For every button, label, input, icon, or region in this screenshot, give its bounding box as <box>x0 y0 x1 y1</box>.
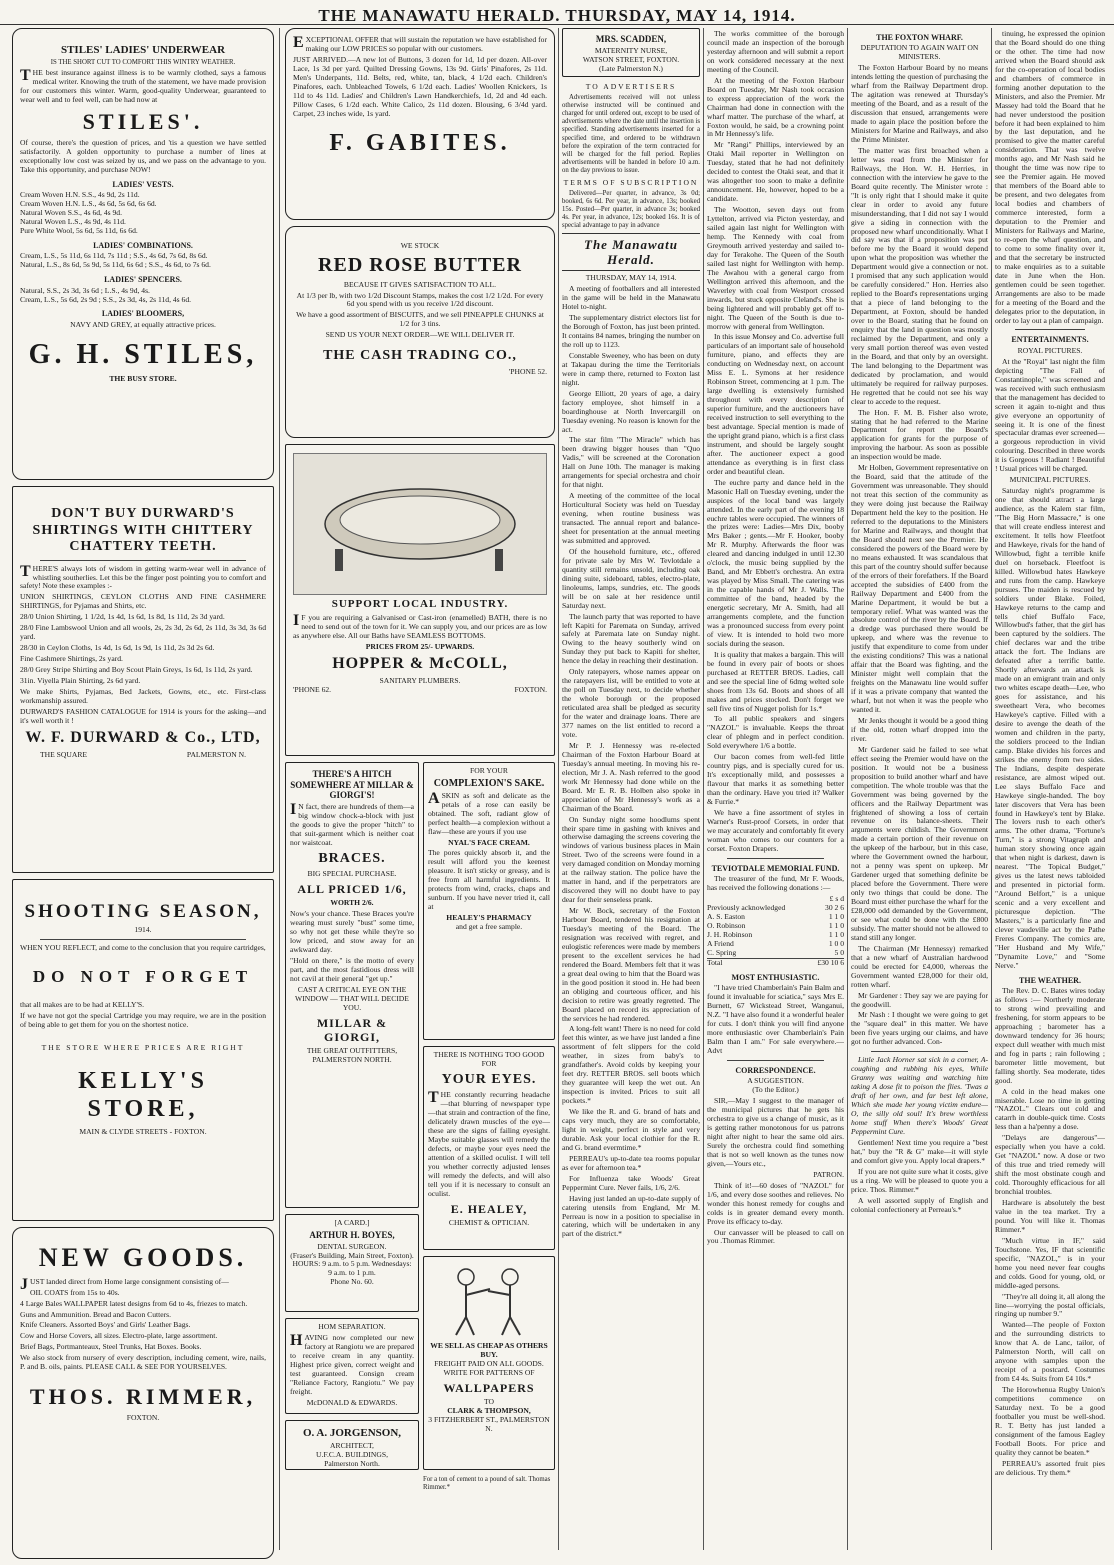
boyes-hours: HOURS: 9 a.m. to 5 p.m. Wednesdays: 9 a.m. to 1 p.m. <box>292 1259 412 1278</box>
fund-amount: 30 2 6 <box>825 903 844 913</box>
perreau-advert: A well assorted supply of English and colonial confectionery at Perreau's.* <box>851 1195 988 1214</box>
rimmer-item: 4 Large Bales WALLPAPER latest designs from 6d to 4s, friezes to match. <box>20 1298 248 1308</box>
durward-address-left: THE SQUARE <box>40 749 88 759</box>
bloomers-heading: LADIES' BLOOMERS, <box>101 309 185 319</box>
gabites-advert <box>285 28 555 220</box>
correspondence-title: CORRESPONDENCE. <box>735 1065 816 1075</box>
millar-worth: WORTH 2/6. <box>330 898 374 908</box>
news-item: Of the household furniture, etc., offered for private sale by Mrs W. Tevlotdale a quantity still remains unsold, including oak dining suite, sideboard, tables, electro-plate, linoleums, lamps, sundries, etc. The goods will be on sale at her residence until Saturday next. <box>562 546 700 610</box>
fund-amount: 5 0 <box>834 947 844 957</box>
healey-complexion-advert <box>423 762 555 1040</box>
fund-intro: The treasurer of the fund, Mr F. Woods, has received the following donations :— <box>707 874 844 893</box>
fund-donor: C. Spring <box>707 947 737 957</box>
news-item: Mr "Rangi" Phillips, interviewed by an Otaki Mail reporter in Wellington on Tuesday, stated that he had not definitely decided to contest the Otaki seat, and that it was altogether too soon to make a definite announcement. He, however, hoped to be a candidate. <box>707 140 844 204</box>
millar-advert <box>285 762 419 1208</box>
rimmer-foot: We also stock from nursery of every description, including cement, wire, nails, P. and B. oils, paints. PLEASE CALL & SEE FOR YOURSELVES. <box>20 1353 266 1372</box>
hopper-title: SUPPORT LOCAL INDUSTRY. <box>331 598 509 610</box>
enthusiastic-title: MOST ENTHUSIASTIC. <box>731 972 820 982</box>
scadden-advert <box>562 28 700 77</box>
gabites-body: JUST ARRIVED.—A new lot of Buttons, 3 dozen for 1d, 1d per dozen. All-over Lace, 1s 3d per yard. Quilted Dressing Gowns, 13s 9d. Girls' Pinafores, 2s 11d. Men's Underpants, 11d. Belts, red, white, tan, black, 4 1/2d each. Children's Pinafores, each. Unbleached Towels, 6 1/2d each. Ladies' Woollen Knickers, 1s 11d to 4s 11d. Ladies' and Children's Lawn Handkerchiefs, 1d, 2d and 4d each. Pillow Cases, 6 1/2d each. White Calico, 2s 11d dozen. Blousing, 6 3/4d yard. Carpet, 23 inches wide, 1s yard. <box>293 54 547 118</box>
entertainments-heading: ENTERTAINMENTS. <box>1011 335 1089 345</box>
correspondence-to: (To the Editor.) <box>752 1085 799 1095</box>
weather-heading: THE WEATHER. <box>1019 975 1081 985</box>
boxing-figures-icon <box>428 1261 548 1339</box>
millar-p2: Now's your chance. These Braces you're wearing must surely "bust" some time, so why not get these while they're so low priced, and stow away for an awkward day. <box>290 909 414 954</box>
healey-shop: HEALEY'S PHARMACY <box>446 913 532 923</box>
cash-p3: SEND US YOUR NEXT ORDER—WE WILL DELIVER IT. <box>325 330 515 340</box>
cash-title: RED ROSE BUTTER <box>318 253 522 276</box>
separation-body: HAVING now completed our new factory at Rangiotu we are prepared to receive cream in any quantity. Highest price given, correct weight and test guaranteed. Consign cream "Reliance Factory, Rangiotu." We pay freight. <box>290 1331 414 1396</box>
col2-right <box>423 762 555 1492</box>
hopper-firm: HOPPER & McCOLL, <box>332 654 508 672</box>
nazol-cold-advert: A cold in the head makes one miserable. Lose no time in getting "NAZOL." Clears out cold and catarrh in double-quick time. Costs less than a ha'penny a dose. <box>995 1086 1105 1132</box>
hardware-advert: Hardware is absolutely the best value in the tea market. Try a pound. You will like it. Thomas Rimmer.* <box>995 1198 1105 1234</box>
clark-advert <box>423 1256 555 1470</box>
municipal-heading: MUNICIPAL PICTURES. <box>1009 475 1091 485</box>
millar-title: THERE'S A HITCH SOMEWHERE AT MILLAR & GIORGI'S! <box>290 769 414 801</box>
news-item: The Wootton, seven days out from Lyttelton, arrived via Picton yesterday, and sailed again last night for Wellington with hemp. The Kennedy with coal from Greymouth arrived yesterday and sailed to-day for Terakohe. The Queen of the South sailed last night for Wellington with hemp. The Awahou with a general cargo from Wellington arrived this afternoon, and the Waverley with coal from Westport crossed inwards, but stuck opposite Cleland's. She is being lightered and will probably get off to-night. The Queen of the South is due to-morrow with general from Wellington. <box>707 205 844 331</box>
millar-priced: ALL PRICED 1/6, <box>297 882 407 897</box>
clark-l1: WE SELL AS CHEAP AS OTHERS BUY. <box>430 1340 548 1359</box>
news-item: PERREAU's up-to-date tea rooms popular as ever for afternoon tea.* <box>562 1153 700 1172</box>
news-item: For Influenza take Woods' Great Peppermint Cure. Never fails, 1/6, 2/6. <box>562 1173 700 1192</box>
rimmer-title: NEW GOODS. <box>38 1243 248 1272</box>
bloomers-line: NAVY AND GREY, at equally attractive prices. <box>70 319 216 329</box>
news-item: The launch party that was reported to have left Kapiti for Paremata on Sunday, arrived safely at Paremata late on Sunday night. Owing to the heavy southerly wind on Sunday they put back to Kapiti for shelter, hence the delay in reaching their destination. <box>562 611 700 666</box>
durward-item: Fine Cashmere Shirtings, 2s yard. <box>20 654 123 664</box>
terms-body: Delivered—Per quarter, in advance, 3s 0d; booked, 6s 6d. Per year, in advance, 13s; booked 15s. Posted—Per quarter, in advance 3s; booked 4s. Per year, in advance, 12s; booked 16s. It is of special advantage to pay in advance <box>562 189 700 229</box>
news-item: George Elliott, 20 years of age, a dairy factory employee, shot himself in a boardinghouse at North Invercargill on Tuesday evening. No reason is known for the act. <box>562 388 700 434</box>
news-item: Having just landed an up-to-date supply of catering utensils from England, Mr M. Perreau is now in a position to specialise in catering, which will be undertaken in any part of the district.* <box>562 1193 700 1239</box>
gentlemen-advert: Gentlemen! Next time you require a "best hat," buy the "R & G" make—it will style and comfort give you. Apply local drapers.* <box>851 1137 988 1165</box>
clark-firm: CLARK & THOMPSON, <box>447 1405 531 1415</box>
millar-sub: THE GREAT OUTFITTERS, <box>306 1045 398 1055</box>
fund-donor: O. Robinson <box>707 920 746 930</box>
separation-firm: McDONALD & EDWARDS. <box>306 1397 398 1407</box>
rimmer-advert <box>12 1227 274 1559</box>
hopper-contact <box>293 686 547 695</box>
masthead: THE MANAWATU HERALD. THURSDAY, MAY 14, 1914. <box>0 6 1114 25</box>
column-1 <box>12 28 274 1565</box>
eyes-title: YOUR EYES. <box>441 1071 537 1087</box>
durward-items-heading: UNION SHIRTINGS, CEYLON CLOTHS AND FINE CASHMERE SHIRTINGS, for Pyjamas and Shirts, etc. <box>20 592 266 611</box>
news-item: Our bacon comes from well-fed little country pigs, and is specially cured for us. It's exceptionally mild, and possesses a flavour that marks it as something better than the ordinary. Have you tried it? Walker & Furrie.* <box>707 752 844 807</box>
wharf-para: The Hon. F. M. B. Fisher also wrote, stating that he had referred to the Marine Department for report the Board's application for grants for the purpose of improving the harbour. As soon as possible an inspection would be made. <box>851 407 988 462</box>
stiles-firm: G. H. STILES, <box>28 338 258 370</box>
healey-p3: and get a free sample. <box>455 922 523 932</box>
fund-amount: 1 1 0 <box>828 929 844 939</box>
fund-amount: 1 0 0 <box>828 938 844 948</box>
boyes-name: ARTHUR H. BOYES, <box>309 1229 395 1240</box>
scadden-note: (Late Palmerston N.) <box>599 63 663 73</box>
durward-item: 28/0 Union Shirting, 1 1/2d, 1s 4d, 1s 6d, 1s 8d, 1s 11d, 2s 3d yard. <box>20 612 225 622</box>
column-4 <box>707 28 844 1248</box>
column-rule <box>558 28 559 1550</box>
fund-amount: 1 1 0 <box>828 912 844 922</box>
fund-total-label: Total <box>707 957 723 967</box>
combinations-line: Natural, L.S., 8s 6d, 5s 9d, 5s 11d, 6s 6d ; S.S., 4s 6d, to 7s 6d. <box>20 260 211 270</box>
gabites-intro: EXCEPTIONAL OFFER that will sustain the reputation we have established for making our LOW PRICES so popular with our customers. <box>293 34 547 53</box>
scadden-name: MRS. SCADDEN, <box>595 34 667 44</box>
column-rule <box>847 28 848 1550</box>
vests-line: Cream Woven H.N. S.S., 4s 9d, 2s 11d. <box>20 190 140 199</box>
hopper-phone: 'PHONE 62. <box>293 684 332 694</box>
kelly-line-2: that all makes are to be had at KELLY'S. <box>20 1000 144 1010</box>
fund-donor: A. S. Easton <box>707 912 745 922</box>
rugby-advert: The Horowhenua Rugby Union's competitions commence on Saturday next. To be a good footballer you must be well-shod. R. T. Betty has just landed a consignment of the famous Eagley Football Boots. For price and quality they cannot be beaten.* <box>995 1385 1105 1457</box>
correspondence-body: SIR,—May I suggest to the manager of the municipal pictures that he gets his orchestra to give us a change of music, as it is getting rather monotonous for us patrons night after night to hear the same old airs. Surely the orchestra could find something that is not so well known as the tunes now given,—Yours etc., <box>707 1096 844 1168</box>
clark-title: WALLPAPERS <box>443 1380 535 1395</box>
stiles-advert <box>12 28 274 480</box>
stiles-firm-sub: THE BUSY STORE. <box>109 373 177 383</box>
stiles-intro: THE best insurance against illness is to be warmly clothed, says a famous medical writer. Knowing the truth of the statement, we have made provision for our customers this winter. Warm, good-quality Underwear, guaranteed to wear well and to feel well, can be had now at <box>20 66 266 104</box>
news-item: In this issue Monsey and Co. advertise full particulars of an important sale of household furniture, piano, and effects they are conducting on Wednesday next, on account Miss E. L. Symons at her residence Robinson Street, commencing at 1 p.m. The large dwelling is extensively furnished throughout with every description of superior furniture, and the auctioneers have received instruction to sell everything to the best advantage. Special mention is made of the upright grand piano, which is a first class instrument, and should be largely sought after. The auctioneer expect a good attendance as everything is in first class order and beautiful clean. <box>707 332 844 476</box>
wharf-title: THE FOXTON WHARF. <box>876 33 963 42</box>
news-item: A long-felt want! There is no need for cold feet this winter, as we have just landed a fine assortment of felt slippers for the cold weather, in sizes from baby's to grandfather's. Avoid colds by keeping your feet dry. RETTER BROS. sell boots which they guarantee will keep the wet out. An inspection is invited. Prices to suit all pockets.* <box>562 1024 700 1106</box>
millar-town: PALMERSTON NORTH. <box>312 1054 392 1064</box>
news-item: The star film "The Miracle" which has been drawing bigger houses than "Quo Vadis," will be screened at the Coronation Hall on June 10th. The manager is making arrangements for special orchestra and choir for that night. <box>562 435 700 490</box>
kelly-year: 1914. <box>134 925 152 935</box>
healey-product: NYAL'S FACE CREAM. <box>448 837 530 847</box>
hopper-body: IF you are requiring a Galvanised or Cast-iron (enamelled) BATH, there is no need to send out of the town for it. We can supply you, and our prices are as low as anywhere else. All our Baths have SEAMLESS BOTTOMS. <box>293 611 547 640</box>
stiles-prices: Of course, there's the question of prices, and 'tis a question we have settled satisfactorily. A golden opportunity to purchase a number of lines at exceptionally low cost was seized by us, and we pass on the advantage to you. Take this opportunity, and purchase NOW! <box>20 137 266 174</box>
column-5 <box>851 28 988 1216</box>
rimmer-item: Guns and Ammunition. Bread and Bacon Cutters. <box>20 1309 172 1319</box>
enthusiastic-body: "I have tried Chamberlain's Pain Balm and found it invaluable for sciatica," says Mrs E. Burnett, 67 Wickstead Street, Wanganui, N.Z. "I have also found it a wonderful healer for cuts. I don't think you will find anyone more enthusiastic over Chamberlain's Pain Balm than I am." For sale everywhere.—Advt <box>707 983 844 1055</box>
wharf-para: Mr Holben, Government representative on the Board, said that the attitude of the Government was unreasonable. They should not treat this section of the community as they were doing just because the Railway Department held the key to the position. He referred to the deputations to the Ministers for Marine and Railways, and thought that the Board should next see the Premier. He considered the powers of the Board were by no means exhausted. It was scandalous that this part of the country should suffer because of the errors of their forefathers. If the Board accepted the subsidies of £400 from the Railway Department and £400 from the Marine Department, it would be but a temporary relief. What was wanted was the absolute control of the river by the Board. If a dredge was purchased there would be upkeep, and where was the revenue to justify that expenditure to come from under the existing conditions? This was a national affair that the Board was fighting, and the Minister might well complain that the freights on the Manawatu line would suffer if it was a private company that wanted the wharf, but not when it was the people who wanted it. <box>851 463 988 715</box>
rimmer-price-advert: If you are not quite sure what it costs, give us a ring. We will be pleased to quote you a price. Thos. Rimmer.* <box>851 1166 988 1194</box>
news-item: Mr P. J. Hennessy was re-elected Chairman of the Foxton Harbour Board at Tuesday's annual meeting. In moving his re-election, Mr J. A. Nash referred to the good work Mr Hennessy had done while on the Board. Mr E. R. B. Holben also spoke in appreciation of Mr Hennessy's work as a Chairman of the Board. <box>562 740 700 813</box>
cash-trading-advert <box>285 226 555 438</box>
durward-title: DON'T BUY DURWARD'S SHIRTINGS WITH CHITTERY CHATTERY TEETH. <box>32 506 254 555</box>
eyes-pre: THERE IS NOTHING TOO GOOD FOR <box>433 1050 545 1068</box>
royal-body: At the "Royal" last night the film depicting "The Fall of Constantinople," was screened and was received with such enthusiasm that the management has decided to screen it again to-night and thus give everyone an opportunity of seeing it. It is one of the finest spectacular dramas ever screened—a gorgeous reproduction in vivid colouring. Described in three words it is Gorgeous ! Radiant ! Beautiful ! Usual prices will be charged. <box>995 356 1105 474</box>
fund-total-value: £30 10 6 <box>817 957 844 967</box>
wharf-para: Mr Nash : I thought we were going to get the "square deal" in this matter. We have been five years urging our claims, and have got no further advanced. Con- <box>851 1010 988 1047</box>
boyes-card <box>285 1214 419 1312</box>
combinations-heading: LADIES' COMBINATIONS. <box>93 240 193 250</box>
clark-to: TO <box>484 1396 494 1406</box>
rimmer-intro: JUST landed direct from Home large consignment consisting of— <box>20 1275 229 1293</box>
clark-l3: WRITE FOR PATTERNS OF <box>443 1367 535 1377</box>
jorgenson-advert <box>285 1420 419 1470</box>
durward-catalogue: DURWARD'S FASHION CATALOGUE for 1914 is yours for the asking—and it's well worth it ! <box>20 706 266 725</box>
advertisers-title: TO ADVERTISERS <box>585 82 677 92</box>
kelly-line-4: THE STORE WHERE PRICES ARE RIGHT <box>41 1043 245 1053</box>
kelly-line-1: WHEN YOU REFLECT, and come to the conclusion that you require cartridges, <box>20 943 266 953</box>
durward-address-right: PALMERSTON N. <box>186 749 246 759</box>
news-item: The supplementary district electors list for the Borough of Foxton, has just been printed. It contains 84 names, bringing the number on the roll up to 1123. <box>562 313 700 349</box>
kelly-firm: KELLY'S STORE, <box>78 1068 208 1123</box>
delays-advert: "Delays are dangerous"—especially when you have a cold. Get "NAZOL" now. A dose or two of this true and tried remedy will shift the most obstinate cough and cold. Thoroughly efficacious for all bronchial troubles. <box>995 1133 1105 1197</box>
wharf-para: Mr Gardener : They say we are paying for the goodwill. <box>851 990 988 1009</box>
boyes-phone: Phone No. 60. <box>330 1277 374 1287</box>
cash-sub: BECAUSE IT GIVES SATISFACTION TO ALL. <box>343 279 497 289</box>
nazol-advert: Think of it!—60 doses of "NAZOL" for 1/6, and every dose soothes and relieves. No wonder this honest remedy for coughs and colds is in greater demand every month. Prove its efficacy to-day. <box>707 1180 844 1226</box>
column-3 <box>562 28 700 1241</box>
news-item: It is quality that makes a bargain. This will be found in every pair of boots or shoes purchased at RETTER BROS. Ladies, call and see the special line of 6dmg welted sole shoes from 13s 6d. Boots and shoes of all makes and prices stocked. Don't forget we sell five tins of Nugget polish for 1s.* <box>707 649 844 713</box>
fruit-pies-advert: PERREAU's assorted fruit pies are delicious. Try them.* <box>995 1458 1105 1477</box>
jack-horner-rhyme: Little Jack Horner sat sick in a corner, A-coughing and rubbing his eyes, While Granny was waiting and watching him taking A dose fit to poison the flies. 'Twas a draft of her own, and far best left alone, Which she made her young victim endure— O, the silly old soul! It's brew worthless home stuff When there's Woods' Great Peppermint Cure. <box>851 1055 988 1136</box>
vests-heading: LADIES' VESTS. <box>112 179 174 189</box>
durward-firm: W. F. DURWARD & Co., LTD, <box>25 728 261 746</box>
news-item: We like the R. and G. brand of hats and caps very much, they are so comfortable, light in weight, perfect in style and very durable. Ask your local clothier for the R. and G. brand evermtime.* <box>562 1107 700 1152</box>
cash-pre: WE STOCK <box>400 241 440 250</box>
millar-p3: "Hold on there," is the motto of every part, and the most fastidious dress will not cavil at their general "get up." <box>290 955 414 983</box>
healey-p1: ASKIN as soft and delicate as the petals of a rose can easily be obtained. The soft, radiant glow of perfect health—a complexion without a flaw—these are yours if you use <box>428 789 550 836</box>
cash-p1: At 1/3 per lb, with two 1/2d Discount Stamps, makes the cost 1/2 1/2d. For every 6d you spend with us you receive 1/2d discount. <box>296 290 544 309</box>
rimmer-item: OIL COATS from 15s to 40s. <box>30 1287 120 1297</box>
kelly-do-not-forget: DO NOT FORGET <box>32 967 254 987</box>
separation-title: HOM SEPARATION. <box>318 1322 386 1331</box>
eyes-body: THE constantly recurring headache—that blurring of newspaper type—that strain and contraction of the fine, delicately drawn muscles of the eye—these are the signs of failing eyesight. Maybe suitable glasses will remedy the defects, or maybe your eyes need the attention of a skilled oculist. I will tell you whether correctly adjusted lenses will remedy the defects, and will also tell you if it is necessary to consult an oculist. <box>428 1089 550 1198</box>
cash-p2: We have a good assortment of BISCUITS, and we sell PINEAPPLE CHUNKS at 1/2 for 3 tins. <box>296 310 544 329</box>
stiles-tagline: IS THE SHORT CUT TO COMFORT THIS WINTRY WEATHER. <box>50 58 236 66</box>
column-6 <box>995 28 1105 1480</box>
rimmer-address: FOXTON. <box>126 1413 160 1423</box>
news-item: To all public speakers and singers "NAZOL" is invaluable. Keeps the throat clear of phlegm and in perfect condition. Sold everywhere 1/6 a bottle. <box>707 714 844 751</box>
boyes-address: (Fraser's Building, Main Street, Foxton). <box>290 1250 414 1260</box>
wharf-para: The matter was first broached when a letter was read from the Minister for Railways, the Hon. W. H. Herries, in connection with the interview he gave to the Board quite recently. The Minister wrote : "It is only right that I should make it quite clear in order to avoid any future misunderstanding, that I did not say I would give a siding in connection with the proposed new wharf unconditionally. What I did say was that if a proposition was put before me by the Board it would depend upon what the proposition was whether the Department would give a connection or not. I promised that any such application would be carefully considered." Hon. Herries also replied to the Board's representations urging that a piece of land belonging to the Department, at Foxton, should be handed over to the Board, stating that he found on enquiry that the land in question was mostly reclaimed by the Department, and only a very small portion thereof was even vested in the Board, and that only by an oversight. The land belonging to the Department was dedicated by proclamation, and would ultimately be required for railway purposes. He regretted that he could not see his way clear to accede to the request. <box>851 145 988 406</box>
col2-split-row <box>285 762 555 1492</box>
durward-item: 31in. Viyella Plain Shirting, 2s 6d yard. <box>20 676 141 686</box>
kelly-line-3: If we have not got the special Cartridge you may require, we are in the position of being able to get them for you on the shortest notice. <box>20 1011 266 1030</box>
hopper-prices: PRICES FROM 25/- UPWARDS. <box>365 641 475 651</box>
stiles-name: STILES'. <box>82 108 204 134</box>
hopper-town: FOXTON. <box>514 684 547 694</box>
fund-donor: Previously acknowledged <box>707 903 786 913</box>
bath-illustration <box>293 453 547 595</box>
durward-item: 28/0 Fine Lambswool Union and all wools, 2s, 2s 3d, 2s 6d, 2s 11d, 3s 3d, 3s 6d yard. <box>20 623 266 642</box>
wharf-para: Mr Jenks thought it would be a good thing if the old, rotten wharf dropped into the river. <box>851 715 988 743</box>
news-item: The works committee of the borough council made an inspection of the borough yesterday afternoon and will submit a report on work considered necessary at the next meeting of the Council. <box>707 29 844 74</box>
hopper-advert <box>285 444 555 756</box>
combinations-line: Cream, L.S., 5s 11d, 6s 11d, 7s 11d ; S.S., 4s 6d, 7s 6d, 8s 6d. <box>20 251 208 261</box>
news-item: Only ratepayers, whose names appear on the ratepayers list, will be entitled to vote at the poll on Tuesday next, to decide whether the whole borough or the proposed reticulated area shall be pledged as security for the water and drainage loans. There are 377 names on the list entitled to record a vote. <box>562 667 700 739</box>
news-item: A meeting of footballers and all interested in the game will be held in the Manawatu Hotel to-night. <box>562 284 700 312</box>
durward-item: 28/30 in Ceylon Cloths, 1s 4d, 1s 6d, 1s 9d, 1s 11d, 2s 3d 2s 6d. <box>20 643 215 653</box>
wharf-para: Mr Gardener said he failed to see what effect seeing the Premier would have on the position. It would not be a business proposition to build another wharf and have competition. The whole trouble was that the Government was being governed by the officers and the Railway Department was frightened of showing a loss of certain revenue on its balance-sheets. Their arguments were childish. The Government made a certain portion of their revenue on the upkeep of the harbour, but in this case, where the Government owned the harbour, not a penny was spent on upkeep. Mr Gardener urged that something definite be placed before the Government. There were only two things that could be done. The Board must either purchase the wharf for the £28,000 odd demanded by the Government, or see what could be done with the £800 subsidy. The matter should not be allowed to stand still any longer. <box>851 744 988 942</box>
durward-address <box>20 751 266 760</box>
correspondence-sub: A SUGGESTION. <box>747 1076 804 1086</box>
line-advert: "They're all doing it, all along the line—worrying the postal officials, ringing up number 9." <box>995 1291 1105 1319</box>
durward-intro: THERE'S always lots of wisdom in getting warm-wear well in advance of whistling southerlies. Let this be the finger post pointing you to comfort and safety! Note these examples :- <box>20 562 266 591</box>
rimmer-item: Brief Bags, Portmanteaux, Steel Trunks, Hat Boxes. Books. <box>20 1342 202 1352</box>
jorgenson-address: U.F.C.A. BUILDINGS, <box>316 1449 388 1459</box>
fund-donor: J. H. Robinson <box>707 929 753 939</box>
jorgenson-title: ARCHITECT, <box>330 1440 374 1450</box>
durward-advert <box>12 486 274 873</box>
fund-donor: A Friend <box>707 938 734 948</box>
wharf-sub: DEPUTATION TO AGAIN WAIT ON MINISTERS. <box>860 43 979 62</box>
rimmer-item: Cow and Horse Covers, all sizes. Electro-plate, large assortment. <box>20 1331 218 1341</box>
jorgenson-town: Palmerston North. <box>324 1458 380 1468</box>
hopper-sub: SANITARY PLUMBERS. <box>379 675 461 685</box>
millar-p1: IN fact, there are hundreds of them—a big window chock-a-block with just the goods to give the proper "hitch" to that suit-garment which is neither coat nor waistcoat. <box>290 800 414 847</box>
clark-l2: FREIGHT PAID ON ALL GOODS. <box>434 1358 544 1368</box>
news-item: On Sunday night some hoodlums spent their spare time in gashing with knives and otherwise damaging the screens covering the windows of various business places in Main Street. Two of the screens were found in a very damaged condition on Monday morning at the railway station. The police have the matter in hand, and if the perpetrators are discovered they will no doubt have to pay dear for their senseless prank. <box>562 814 700 905</box>
column-2 <box>285 28 555 1492</box>
clark-foot: For a ton of cement to a pound of salt. Thomas Rimmer.* <box>423 1476 551 1492</box>
durward-foot: We make Shirts, Pyjamas, Bed Jackets, Gowns, etc., etc. First-class workmanship assured. <box>20 686 266 705</box>
news-item: At the meeting of the Foxton Harbour Board on Tuesday, Mr Nash took occasion to express appreciation of the work the Chairman had done in connection with the wharf matter. The purchase of the wharf, at Foxton would, he said, be a crowning point in Mr Hennessy's life. <box>707 75 844 139</box>
healey-eyes-advert <box>423 1046 555 1250</box>
scadden-title: MATERNITY NURSE, <box>594 45 668 55</box>
column-rule <box>279 28 280 1550</box>
news-item: Constable Sweeney, who has been on duty at Takapau during the time the Territorials were in camp there, returned to Foxton last night. <box>562 350 700 387</box>
column-rule <box>991 28 992 1550</box>
herald-title: The Manawatu Herald. <box>562 233 700 272</box>
millar-p4: CAST A CRITICAL EYE ON THE WINDOW — THAT WILL DECIDE YOU. <box>295 984 409 1012</box>
news-item: Mr W. Bock, secretary of the Foxton Harbour Board, tendered his resignation at Tuesday's meeting of the Board. The resignation was received with regret, and eulogistic references were made by members present to the excellent services he had rendered the Board. Members felt that it was a great deal owing to him that the Board was in the good position it stood in. He had been an obliging and courteous officer, and his decision to retire was greatly regretted. The Board placed on record its appreciation of the services he had rendered. <box>562 906 700 1023</box>
jorgenson-name: O. A. JORGENSON, <box>302 1427 402 1439</box>
kelly-address: MAIN & CLYDE STREETS - FOXTON. <box>79 1126 207 1136</box>
correspondence-signature: PATRON. <box>813 1169 844 1179</box>
cash-phone: 'PHONE 52. <box>508 366 547 376</box>
stiles-title: STILES' LADIES' UNDERWEAR <box>60 44 226 56</box>
healey-p2: The pores quickly absorb it, and the result will afford you the keenest pleasure. It isn't sticky or greasy, and is free from all harmful ingredients. It protects from wind, cracks, chaps and sunburn. If you have never tried it, call at <box>428 848 550 912</box>
rimmer-item: Knife Cleaners. Assorted Boys' and Girls' Leather Bags. <box>20 1320 191 1330</box>
separation-advert <box>285 1318 419 1414</box>
news-item: We have a fine assortment of styles in Warner's Rust-proof Corsets, in order that we may accurately and comfortably fit every woman who comes to our counters for a corset. Foxton Drapers. <box>707 808 844 853</box>
canvasser-advert: Our canvasser will be pleased to call on you .Thomas Rimmer. <box>707 1227 844 1246</box>
rimmer-firm: THOS. RIMMER, <box>29 1384 257 1410</box>
fund-title: TEVIOTDALE MEMORIAL FUND. <box>711 863 840 873</box>
fund-row <box>707 949 844 958</box>
municipal-body: Saturday night's programme is one that should attract a large audience, as the Kalem star film, "The Big Horn Massacre," is one that will create endless interest and excitement. It tells how Fleetfoot and Hawkeye, rivals for the hand of Willowbud, fight a terrible knife duel on horseback. Fleetfoot is killed. Willowbud hates Hawkeye and runs from the camp. Hawkeye pursues. The maiden is rescued by soldiers under Blake. Foiled, Hawkeye returns to the camp and tells chief Buffalo Face, Willowbud's father, that the girl has been captured by the soldiers. The chief declares war and the tribe attack the fort. The Indians are defeated after a terrific battle. Shortly afterwards an attack is made on an emigrant train and only two whites escape death—Lee, who goes for assistance, and his sweetheart Vera, who becomes Hawkeye's captive. Filled with a desire to avenge the death of the women and children in the party, the soldiers proceed to the Indian camp. Blake divides his forces and strikes the enemy from two sides. The Indians, despite desperate resistance, are almost wiped out. Lee slays Buffalo Face and Hawkeye single-handed. The boy later discovers that Vera has been found in Hawkeye's tent by Blake. The lovers rush to each other's arms. The other drama, "Fortune's Turn," is a strong Vitagraph and human story showing once again that when night is darkest, dawn is nearest. "The Topical Budget," gives us the latest news tabloided and presented in pictorial form. "Around Belfort," is a unique scenic and a very excellent and picturesque depiction. "The Masters," is a particularly fine and clever vaudeville act by the Pathe Freres Company. The comics are, "Her Husband and My Wife," "Dynamite Love," and "Some Nerve." <box>995 486 1105 970</box>
column-rule <box>703 28 704 1550</box>
wharf-para: The Foxton Harbour Board by no means intends letting the question of purchasing the wharf from the Railway Department drop. The agitation was renewed at Thursday's meeting of the Board, and as a result of the discussion that ensued, arrangements were made to again place the position before the Ministers for Marine and Railways, and also the Prime Minister. <box>851 63 988 144</box>
boyes-title: DENTAL SURGEON. <box>317 1241 387 1251</box>
vests-line: Natural Woven S.S., 4s 6d, 4s 9d. <box>20 207 122 217</box>
millar-braces: BRACES. <box>318 850 386 866</box>
boyes-card-label: [A CARD.] <box>334 1218 370 1227</box>
fund-total <box>707 958 844 968</box>
news-item: A meeting of the committee of the local Horticultural Society was held on Tuesday evening, when routine business was transacted. The annual report and balance-sheet for presentation at the annual meeting was submitted and approved. <box>562 491 700 545</box>
spencers-heading: LADIES' SPENCERS. <box>104 275 182 285</box>
spencers-line: Cream, L.S., 5s 6d, 2s 9d ; S.S., 2s 3d, 4s, 2s 11d, 4s 6d. <box>20 294 192 304</box>
millar-firm: MILLAR & GIORGI, <box>316 1015 388 1044</box>
durward-item: 28/0 Grey Stripe Shirting and Boy Scout Plain Greys, 1s 6d, 1s 11d, 2s yard. <box>20 665 253 675</box>
news-item: The euchre party and dance held in the Masonic Hall on Tuesday evening, under the auspices of the local band was largely attended. In the early part of the evening 18 euchre tables were occupied. The winners of the prizes were: Ladies—Mrs Dix, booby Mrs Baker ; gents.—Mr F. Hooker, booby Mr R. Murphy. Afterwards the floor was cleared and dancing indulged in until 12.30 o'clock, the music being supplied by the Band, and Mr Ebbett's orchestra. An extra was played by Miss Small. The catering was in the capable hands of Mr J. Walls. The committee of the band, headed by the energetic secretary, Mr A. Smith, had all arrangements complete, and the function was a pronounced success from every point of view. It is intended to hold two more socials during the season. <box>707 477 844 648</box>
vests-line: Natural Woven L.S., 4s 9d, 4s 11d. <box>20 216 126 226</box>
fund-amount: 1 1 0 <box>828 920 844 930</box>
scadden-address: WATSON STREET, FOXTON. <box>582 54 680 64</box>
gabites-firm: F. GABITES. <box>329 129 511 156</box>
vests-line: Cream Woven H.N. L.S., 4s 6d, 5s 6d, 6s 6d. <box>20 198 157 208</box>
healey-t1: FOR YOUR <box>470 766 508 775</box>
eyes-firm: E. HEALEY, <box>450 1201 528 1216</box>
advertisers-body: Advertisements received will not unless otherwise instructed will be continued and charged for until ordered out, except to be used of advertisements where the date until the insertion is specified. Standing advertisements inserted for a specified time, and ordered to be withdrawn before the expiration of the term contracted for will be charged for the full period. Replies advertisements will be handed in before 10 a.m. on the day previous to issue. <box>562 94 700 174</box>
wharf-para: The Chairman (Mr Hennessy) remarked that a new wharf of Australian hardwood could be erected for £4,000, whereas the Government wanted £28,000 for their old, rotten wharf. <box>851 943 988 989</box>
wharf-continued: tinuing, he expressed the opinion that the Board should do one thing or the other. The time had now arrived when the Board should ask for the co-operation of local bodies and chambers of commerce in forming another deputation to the Ministers, and also the Premier. Mr Massey had told the Board that he had never understood the position before it had been explained to him by the last deputation, and he promised to give the matter careful consideration. That was twelve months ago, and Mr Nash said he thought the time was now ripe to see the Premier again. He moved that members of the Board able to be present, and two delegates from local bodies and chambers of commerce interested, form a deputation to the Premier and Ministers for Railways and Marine, to re-open the wharf question, and to come to some finality over it, and that the secretary be instructed to make enquiries as to a suitable date in June when the Hon. gentlemen could be seen together. Arrangements are also to be made for a meeting of the Board and the delegates prior to the deputation, in order to lay out a plan of campaign. <box>995 29 1105 325</box>
tailor-advert: Wanted—The people of Foxton and the surrounding districts to know that A. de Lanc, tailor, of Palmerston North, will call on anyone with samples upon the receipt of a postcard. Costumes from £4 4s. Suits from £4 10s.* <box>995 1320 1105 1384</box>
herald-date: THURSDAY, MAY 14, 1914. <box>585 273 677 283</box>
clark-address: 3 FITZHERBERT ST., PALMERSTON N. <box>428 1414 550 1433</box>
virtue-advert: "Much virtue in IF," said Touchstone. Yes, IF that scientific specific, "NAZOL," is in your home you need never fear coughs and colds. Good for young, old, or middle-aged persons. <box>995 1235 1105 1290</box>
healey-t2: COMPLEXION'S SAKE. <box>433 777 545 789</box>
cash-firm: THE CASH TRADING CO., <box>323 348 517 364</box>
eyes-sub: CHEMIST & OPTICIAN. <box>448 1218 530 1228</box>
terms-title: TERMS OF SUBSCRIPTION <box>563 177 699 187</box>
bath-icon <box>294 454 546 594</box>
col2-left <box>285 762 419 1492</box>
millar-special: BIG SPECIAL PURCHASE. <box>307 869 397 879</box>
spencers-line: Natural, S.S., 2s 3d, 3s 6d ; L.S., 4s 9d, 4s. <box>20 285 150 295</box>
kelly-title: SHOOTING SEASON, <box>24 901 262 922</box>
weather-body: The Rev. D. C. Bates wires today as follows :— Northerly moderate to strong wind prevailing and freshening, for storm appears to be approaching ; barometer has a downward tendency for 36 hours; expect dull weather with much mist and fog in parts ; rain following ; barometer little movement, but falling shortly. Sea moderate, tides good. <box>995 986 1105 1085</box>
vests-line: Pure White Wool, 5s 6d, 5s 11d, 6s 6d. <box>20 225 138 235</box>
kelly-advert <box>12 879 274 1221</box>
royal-heading: ROYAL PICTURES. <box>1017 345 1083 355</box>
fund-header: £ s d <box>829 894 844 904</box>
